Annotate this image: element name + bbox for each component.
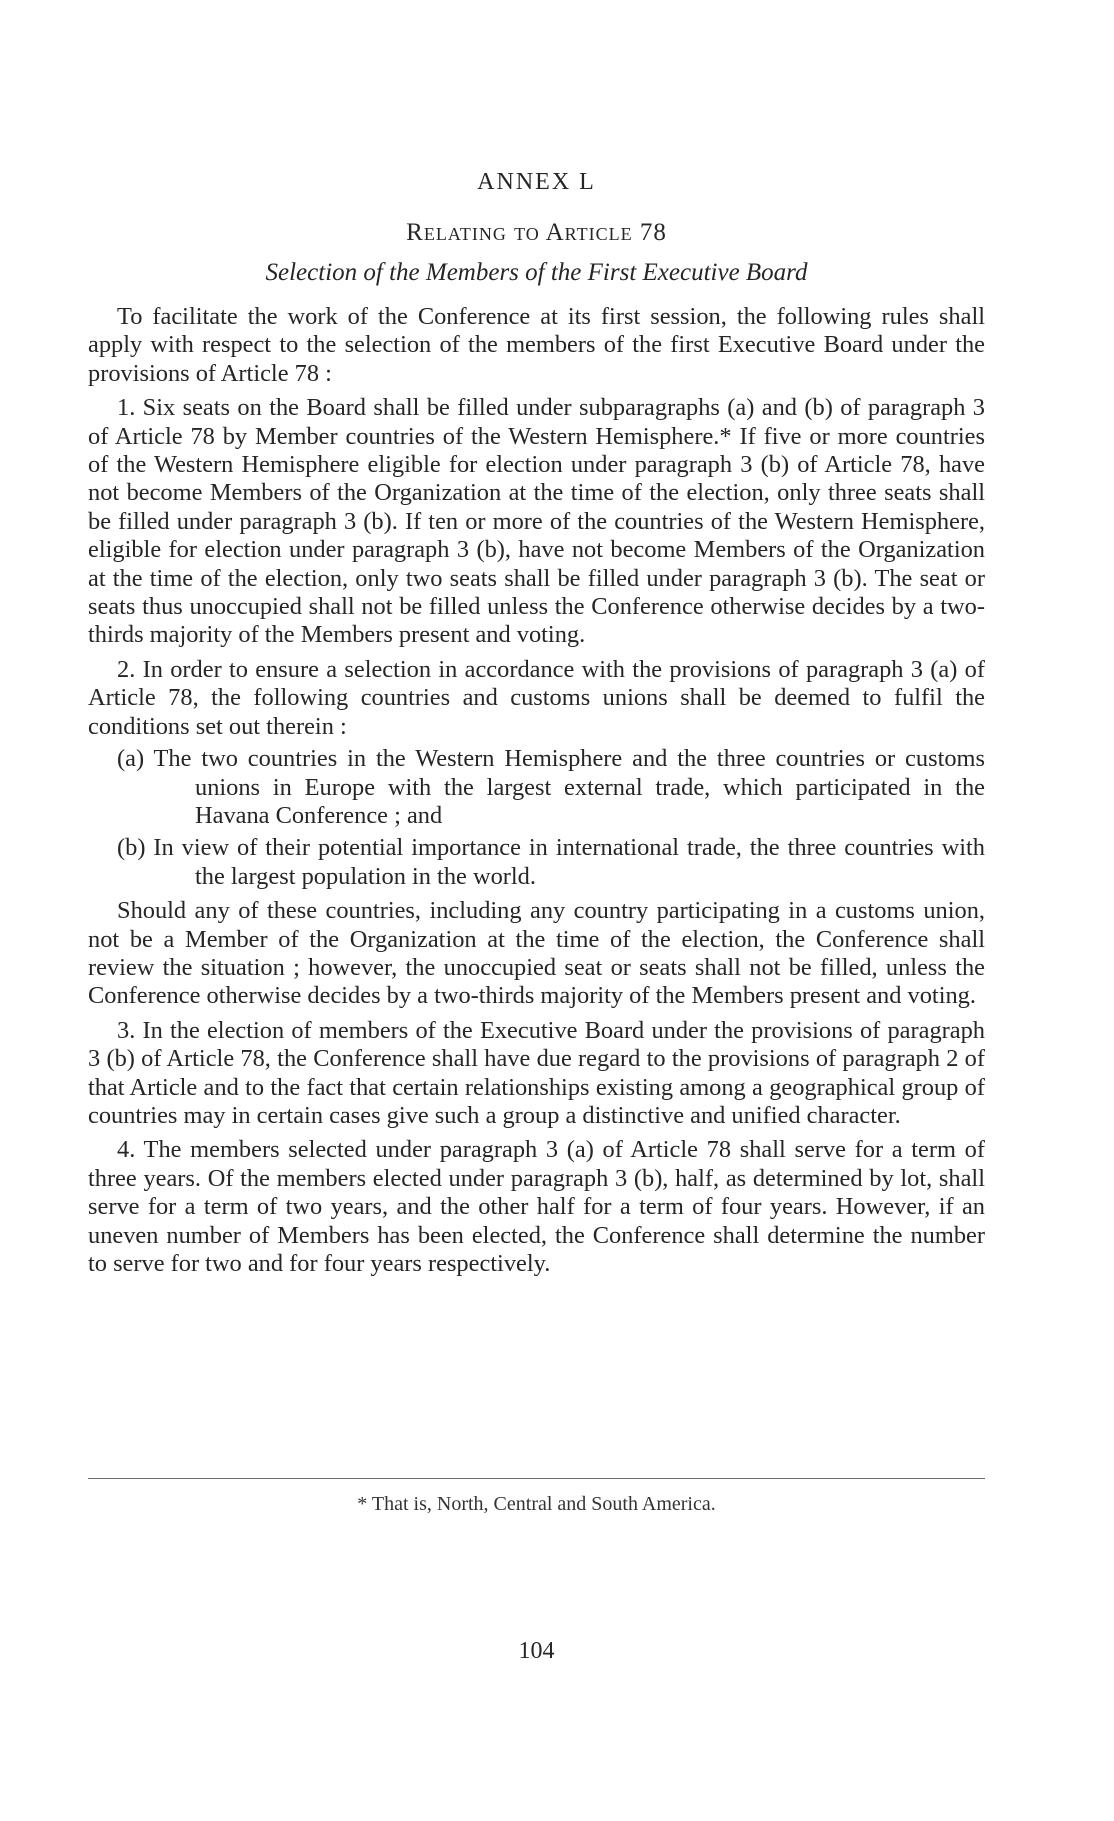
paragraph-4: 4. The members selected under paragraph 3 (a) of Article 78 shall serve for a term of three years. Of the members elected under paragraph 3 (b), half, as determined by lot, shall serve for a term of two years, and the other half for a term of four years. However, if an uneven number of Members has been elected, the Conference shall determine the number to serve for two and for four years respectively. xyxy=(88,1136,985,1277)
footnote: * That is, North, Central and South America. xyxy=(357,1493,716,1515)
document-page xyxy=(88,0,985,1821)
intro-paragraph: To facilitate the work of the Conference at its first session, the following rules shall apply with respect to the selection of the members of the first Executive Board under the provisions of Article 78 : xyxy=(88,303,985,387)
annex-title: ANNEX L xyxy=(477,169,596,195)
paragraph-2-item-b: (b) In view of their potential importance in international trade, the three countries with the largest population in the world. xyxy=(117,834,985,890)
annex-subtitle: Relating to Article 78 xyxy=(406,219,667,246)
footnote-divider xyxy=(88,1478,985,1479)
page-number: 104 xyxy=(518,1638,555,1664)
paragraph-2-intro: 2. In order to ensure a selection in accordance with the provisions of paragraph 3 (a) of Article 78, the following countries and customs unions shall be deemed to fulfil the conditions set out therein : xyxy=(88,655,985,740)
paragraph-3: 3. In the election of members of the Executive Board under the provisions of paragraph 3 (b) of Article 78, the Conference shall have due regard to the provisions of paragraph 2 of that Article and to the fact that certain relationships existing among a geographical group of countries may in certain cases give such a group a distinctive and unified character. xyxy=(88,1016,985,1129)
paragraph-2-item-a: (a) The two countries in the Western Hemisphere and the three countries or customs unions in Europe with the largest external trade, which participated in the Havana Conference ; and xyxy=(117,745,985,829)
annex-body xyxy=(88,303,985,1278)
paragraph-1: 1. Six seats on the Board shall be filled under subparagraphs (a) and (b) of paragraph 3 of Article 78 by Member countries of the Western Hemisphere.* If five or more countries of the Western Hemisphere eligible for election under paragraph 3 (b) of Article 78, have not become Members of the Organization at the time of the election, only three seats shall be filled under paragraph 3 (b). If ten or more of the countries of the Western Hemisphere, eligible for election under paragraph 3 (b), have not become Members of the Organization at the time of the election, only two seats shall be filled under paragraph 3 (b). The seat or seats thus unoccupied shall not be filled unless the Conference otherwise decides by a two-thirds majority of the Members present and voting. xyxy=(88,394,985,649)
annex-heading: Selection of the Members of the First Executive Board xyxy=(265,259,808,286)
paragraph-2-closing: Should any of these countries, including any country participating in a customs union, not be a Member of the Organization at the time of the election, the Conference shall review the situation ; however, the unoccupied seat or seats shall not be filled, unless the Conference otherwise decides by a two-thirds majority of the Members present and voting. xyxy=(88,897,985,1010)
